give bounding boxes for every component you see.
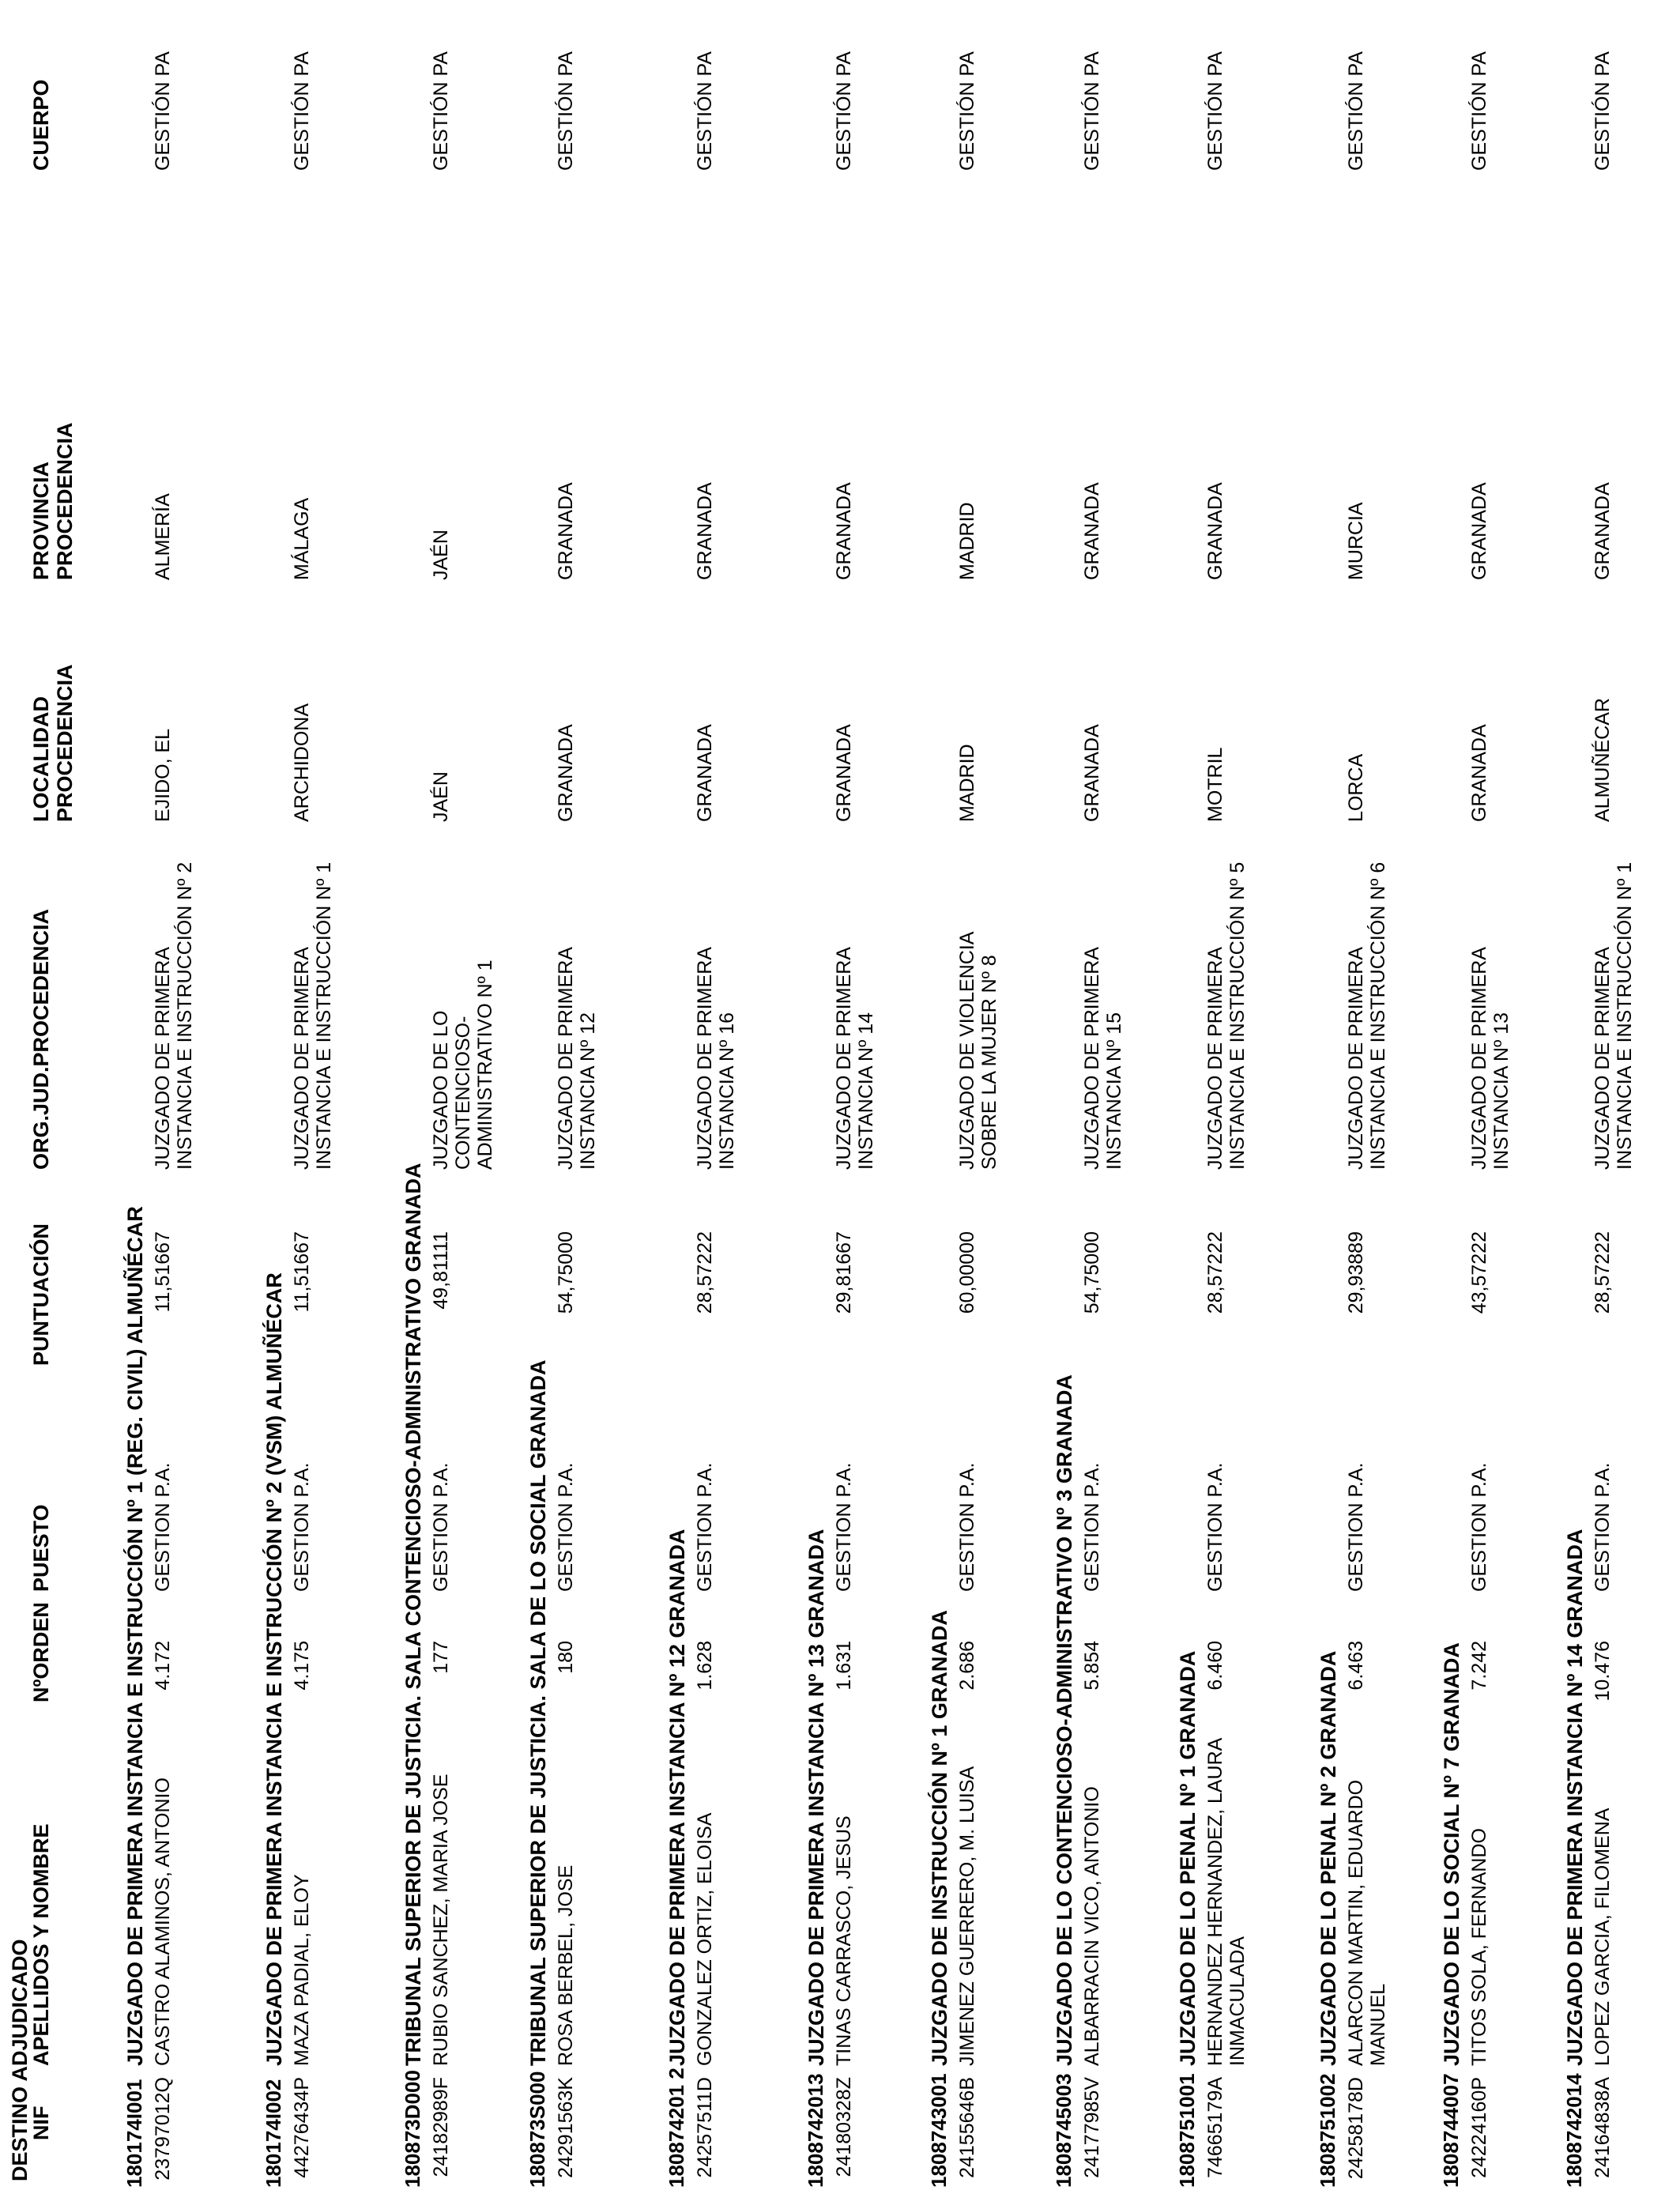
puntuacion-value: 11,51667 bbox=[152, 1231, 174, 1313]
localidad-value: GRANADA bbox=[1081, 724, 1103, 822]
localidad-value: MOTRIL bbox=[1204, 747, 1226, 822]
name-value: JIMENEZ GUERRERO, M. LUISA bbox=[956, 1766, 978, 2066]
nif-value: 24155646B bbox=[956, 2077, 978, 2178]
org-line: JUZGADO DE LO bbox=[430, 1010, 452, 1170]
name-value: ROSA BERBEL, JOSE bbox=[555, 1864, 577, 2066]
name-value: MAZA PADIAL, ELOY bbox=[291, 1874, 313, 2066]
cuerpo-value: GESTIÓN PA bbox=[694, 51, 716, 171]
puesto-value: GESTION P.A. bbox=[1081, 1462, 1103, 1592]
destination-code: 180873S000 bbox=[525, 2071, 549, 2188]
provincia-value: MÁLAGA bbox=[291, 497, 313, 580]
nif-value: 44276434P bbox=[291, 2077, 313, 2178]
localidad-value: JAÉN bbox=[430, 771, 452, 822]
destination-code: 180174I002 bbox=[262, 2079, 285, 2188]
nif-value: 24224160P bbox=[1468, 2077, 1490, 2178]
puesto-value: GESTION P.A. bbox=[430, 1462, 452, 1592]
header-provincia bbox=[30, 422, 77, 580]
org-value bbox=[1081, 947, 1125, 1170]
org-line: JUZGADO DE PRIMERA bbox=[152, 947, 174, 1170]
org-line: JUZGADO DE PRIMERA bbox=[1345, 947, 1367, 1170]
puntuacion-value: 29,81667 bbox=[833, 1231, 855, 1314]
orden-value: 6.460 bbox=[1204, 1641, 1226, 1691]
puesto-value: GESTION P.A. bbox=[1204, 1462, 1226, 1592]
puesto-value: GESTION P.A. bbox=[1591, 1462, 1614, 1592]
org-line: INSTANCIA Nº 13 bbox=[1490, 1012, 1512, 1170]
destination-code: 180874201 2 bbox=[665, 2068, 688, 2188]
org-line: JUZGADO DE VIOLENCIA bbox=[956, 931, 978, 1170]
destination-code: 1808751001 bbox=[1175, 2073, 1199, 2188]
localidad-value: ALMUÑÉCAR bbox=[1591, 698, 1614, 822]
org-line: JUZGADO DE PRIMERA bbox=[833, 947, 855, 1170]
destination-code: 1808742013 bbox=[804, 2073, 827, 2188]
orden-value: 2.686 bbox=[956, 1641, 978, 1691]
destination-name: JUZGADO DE LO CONTENCIOSO-ADMINISTRATIVO Nº 3 GRANADA bbox=[1053, 1374, 1076, 2066]
provincia-value: GRANADA bbox=[1591, 482, 1614, 580]
puesto-value: GESTION P.A. bbox=[956, 1462, 978, 1592]
provincia-value: GRANADA bbox=[1204, 482, 1226, 580]
provincia-value: MADRID bbox=[956, 502, 978, 580]
org-line: INSTANCIA E INSTRUCCIÓN Nº 2 bbox=[174, 861, 196, 1170]
puesto-value: GESTION P.A. bbox=[152, 1462, 174, 1592]
destination-code: 180174I001 bbox=[122, 2079, 146, 2188]
org-value bbox=[1204, 862, 1249, 1170]
destination-name: JUZGADO DE PRIMERA INSTANCIA Nº 12 GRANADA bbox=[665, 1529, 689, 2066]
puntuacion-value: 11,51667 bbox=[291, 1231, 313, 1313]
puesto-value: GESTION P.A. bbox=[1345, 1462, 1367, 1592]
orden-value: 4.172 bbox=[152, 1641, 174, 1691]
orden-value: 1.628 bbox=[694, 1641, 716, 1691]
header-nombre: APELLIDOS Y NOMBRE bbox=[29, 1823, 53, 2066]
destination-name: TRIBUNAL SUPERIOR DE JUSTICIA. SALA CONTENCIOSO-ADMINISTRATIVO GRANADA bbox=[401, 1163, 425, 2066]
header-localidad-line2: PROCEDENCIA bbox=[52, 664, 77, 822]
org-line: JUZGADO DE PRIMERA bbox=[694, 947, 716, 1170]
org-line: JUZGADO DE PRIMERA bbox=[291, 947, 313, 1170]
org-line: JUZGADO DE PRIMERA bbox=[1204, 947, 1226, 1170]
org-value bbox=[1468, 947, 1512, 1170]
cuerpo-value: GESTIÓN PA bbox=[430, 51, 452, 171]
orden-value: 7.242 bbox=[1468, 1641, 1490, 1691]
header-puesto: PUESTO bbox=[29, 1504, 53, 1592]
nif-value: 24291563K bbox=[555, 2077, 577, 2178]
cuerpo-value: GESTIÓN PA bbox=[1468, 51, 1490, 171]
destination-code: 1808743001 bbox=[927, 2073, 951, 2188]
localidad-value: GRANADA bbox=[555, 724, 577, 822]
org-line: CONTENCIOSO- bbox=[452, 1016, 474, 1170]
puesto-value: GESTION P.A. bbox=[833, 1462, 855, 1592]
header-cuerpo: CUERPO bbox=[29, 79, 53, 171]
cuerpo-value: GESTIÓN PA bbox=[1591, 51, 1614, 171]
provincia-value: GRANADA bbox=[1081, 482, 1103, 580]
destination-name: JUZGADO DE PRIMERA INSTANCIA E INSTRUCCIÓN Nº 1 (REG. CIVIL) ALMUÑÉCAR bbox=[123, 1206, 147, 2066]
org-value bbox=[1345, 862, 1389, 1170]
localidad-value: MADRID bbox=[956, 744, 978, 822]
puesto-value: GESTION P.A. bbox=[555, 1462, 577, 1592]
orden-value: 6.463 bbox=[1345, 1641, 1367, 1691]
provincia-value: GRANADA bbox=[1468, 482, 1490, 580]
org-line: INSTANCIA E INSTRUCCIÓN Nº 1 bbox=[313, 861, 335, 1170]
puntuacion-value: 54,75000 bbox=[1081, 1231, 1103, 1314]
header-orden: NºORDEN bbox=[29, 1602, 53, 1702]
cuerpo-value: GESTIÓN PA bbox=[152, 51, 174, 171]
cuerpo-value: GESTIÓN PA bbox=[1081, 51, 1103, 171]
provincia-value: GRANADA bbox=[694, 482, 716, 580]
org-line: JUZGADO DE PRIMERA bbox=[1081, 947, 1103, 1170]
org-line: INSTANCIA Nº 15 bbox=[1103, 1012, 1125, 1170]
nif-value: 24164838A bbox=[1591, 2077, 1614, 2178]
nif-value: 74665179A bbox=[1204, 2077, 1226, 2178]
orden-value: 180 bbox=[555, 1641, 577, 1674]
org-line: INSTANCIA Nº 16 bbox=[716, 1012, 738, 1170]
nif-value: 24257511D bbox=[694, 2077, 716, 2178]
puntuacion-value: 60,00000 bbox=[956, 1231, 978, 1314]
header-localidad-line1: LOCALIDAD bbox=[29, 696, 53, 822]
org-value bbox=[956, 932, 1000, 1170]
name-value: TINAS CARRASCO, JESUS bbox=[833, 1815, 855, 2066]
cuerpo-value: GESTIÓN PA bbox=[833, 51, 855, 171]
puesto-value: GESTION P.A. bbox=[291, 1462, 313, 1592]
localidad-value: LORCA bbox=[1345, 753, 1367, 822]
puntuacion-value: 43,57222 bbox=[1468, 1231, 1490, 1314]
nif-value: 24180328Z bbox=[833, 2077, 855, 2177]
destination-code: 180873D000 bbox=[401, 2070, 424, 2188]
org-line: INSTANCIA Nº 14 bbox=[855, 1012, 877, 1170]
name-value: HERNANDEZ HERNANDEZ, LAURA INMACULADA bbox=[1204, 1739, 1249, 2066]
org-line: JUZGADO DE PRIMERA bbox=[1468, 947, 1490, 1170]
name-value: RUBIO SANCHEZ, MARIA JOSE bbox=[430, 1774, 452, 2066]
org-value bbox=[152, 862, 196, 1170]
name-value: TITOS SOLA, FERNANDO bbox=[1468, 1828, 1490, 2066]
destination-name: TRIBUNAL SUPERIOR DE JUSTICIA. SALA DE LO SOCIAL GRANADA bbox=[526, 1359, 550, 2066]
cuerpo-value: GESTIÓN PA bbox=[1204, 51, 1226, 171]
orden-value: 4.175 bbox=[291, 1641, 313, 1691]
name-value: ALBARRACIN VICO, ANTONIO bbox=[1081, 1786, 1103, 2066]
cuerpo-value: GESTIÓN PA bbox=[555, 51, 577, 171]
puntuacion-value: 49,81111 bbox=[430, 1231, 452, 1310]
destination-name: JUZGADO DE LO PENAL Nº 1 GRANADA bbox=[1176, 1650, 1200, 2066]
puntuacion-value: 28,57222 bbox=[1204, 1231, 1226, 1314]
destination-code: 1808751002 bbox=[1316, 2073, 1339, 2188]
localidad-value: GRANADA bbox=[833, 724, 855, 822]
destination-code: 1808742014 bbox=[1562, 2073, 1586, 2188]
name-value: GONZALEZ ORTIZ, ELOISA bbox=[694, 1812, 716, 2066]
provincia-value: JAÉN bbox=[430, 530, 452, 580]
header-provincia-line2: PROCEDENCIA bbox=[52, 422, 77, 580]
orden-value: 5.854 bbox=[1081, 1641, 1103, 1691]
org-value bbox=[555, 947, 599, 1170]
destination-name: JUZGADO DE PRIMERA INSTANCIA Nº 13 GRANADA bbox=[804, 1529, 828, 2066]
nif-value: 24182989F bbox=[430, 2077, 452, 2177]
nif-value: 24258178D bbox=[1345, 2077, 1367, 2180]
header-nif: NIF bbox=[29, 2105, 53, 2140]
org-line: JUZGADO DE PRIMERA bbox=[1591, 947, 1614, 1170]
org-line: INSTANCIA E INSTRUCCIÓN Nº 1 bbox=[1614, 861, 1636, 1170]
destination-name: JUZGADO DE PRIMERA INSTANCIA Nº 14 GRANADA bbox=[1563, 1529, 1587, 2066]
puntuacion-value: 29,93889 bbox=[1345, 1231, 1367, 1314]
header-provincia-line1: PROVINCIA bbox=[29, 461, 53, 580]
org-line: INSTANCIA E INSTRUCCIÓN Nº 6 bbox=[1367, 861, 1389, 1170]
name-value: ALARCON MARTIN, EDUARDO MANUEL bbox=[1345, 1779, 1389, 2066]
orden-value: 177 bbox=[430, 1641, 452, 1674]
destination-name: JUZGADO DE LO PENAL Nº 2 GRANADA bbox=[1317, 1650, 1340, 2066]
name-value: LOPEZ GARCIA, FILOMENA bbox=[1591, 1808, 1614, 2066]
destination-name: JUZGADO DE LO SOCIAL Nº 7 GRANADA bbox=[1440, 1642, 1463, 2066]
org-value bbox=[430, 959, 496, 1170]
orden-value: 10.476 bbox=[1591, 1641, 1614, 1702]
org-value bbox=[694, 947, 738, 1170]
provincia-value: ALMERÍA bbox=[152, 493, 174, 580]
puntuacion-value: 28,57222 bbox=[1591, 1231, 1614, 1314]
destination-code: 1808744007 bbox=[1439, 2073, 1463, 2188]
provincia-value: MURCIA bbox=[1345, 502, 1367, 580]
org-line: SOBRE LA MUJER Nº 8 bbox=[978, 955, 1000, 1170]
puntuacion-value: 54,75000 bbox=[555, 1231, 577, 1314]
name-value: CASTRO ALAMINOS, ANTONIO bbox=[152, 1777, 174, 2066]
org-line: ADMINISTRATIVO Nº 1 bbox=[474, 959, 496, 1170]
org-line: INSTANCIA Nº 12 bbox=[577, 1012, 599, 1170]
org-value bbox=[1591, 862, 1636, 1170]
header-puntuacion: PUNTUACIÓN bbox=[29, 1223, 53, 1366]
cuerpo-value: GESTIÓN PA bbox=[291, 51, 313, 171]
localidad-value: ARCHIDONA bbox=[291, 703, 313, 822]
org-value bbox=[833, 947, 877, 1170]
nif-value: 23797012Q bbox=[152, 2077, 174, 2181]
puesto-value: GESTION P.A. bbox=[1468, 1462, 1490, 1592]
localidad-value: EJIDO, EL bbox=[152, 728, 174, 822]
org-line: INSTANCIA E INSTRUCCIÓN Nº 5 bbox=[1226, 861, 1249, 1170]
localidad-value: GRANADA bbox=[1468, 724, 1490, 822]
destination-name: JUZGADO DE PRIMERA INSTANCIA E INSTRUCCIÓN Nº 2 (VSM) ALMUÑÉCAR bbox=[262, 1272, 286, 2066]
org-value bbox=[291, 862, 335, 1170]
header-localidad bbox=[30, 664, 77, 822]
org-line: JUZGADO DE PRIMERA bbox=[555, 947, 577, 1170]
cuerpo-value: GESTIÓN PA bbox=[1345, 51, 1367, 171]
destination-name: JUZGADO DE INSTRUCCIÓN Nº 1 GRANADA bbox=[928, 1610, 951, 2066]
cuerpo-value: GESTIÓN PA bbox=[956, 51, 978, 171]
header-org: ORG.JUD.PROCEDENCIA bbox=[29, 908, 53, 1170]
nif-value: 24177985V bbox=[1081, 2077, 1103, 2178]
localidad-value: GRANADA bbox=[694, 724, 716, 822]
provincia-value: GRANADA bbox=[833, 482, 855, 580]
provincia-value: GRANADA bbox=[555, 482, 577, 580]
document-title: DESTINO ADJUDICADO bbox=[8, 1939, 32, 2181]
destination-code: 1808745003 bbox=[1052, 2073, 1075, 2188]
orden-value: 1.631 bbox=[833, 1641, 855, 1691]
puesto-value: GESTION P.A. bbox=[694, 1462, 716, 1592]
puntuacion-value: 28,57222 bbox=[694, 1231, 716, 1314]
